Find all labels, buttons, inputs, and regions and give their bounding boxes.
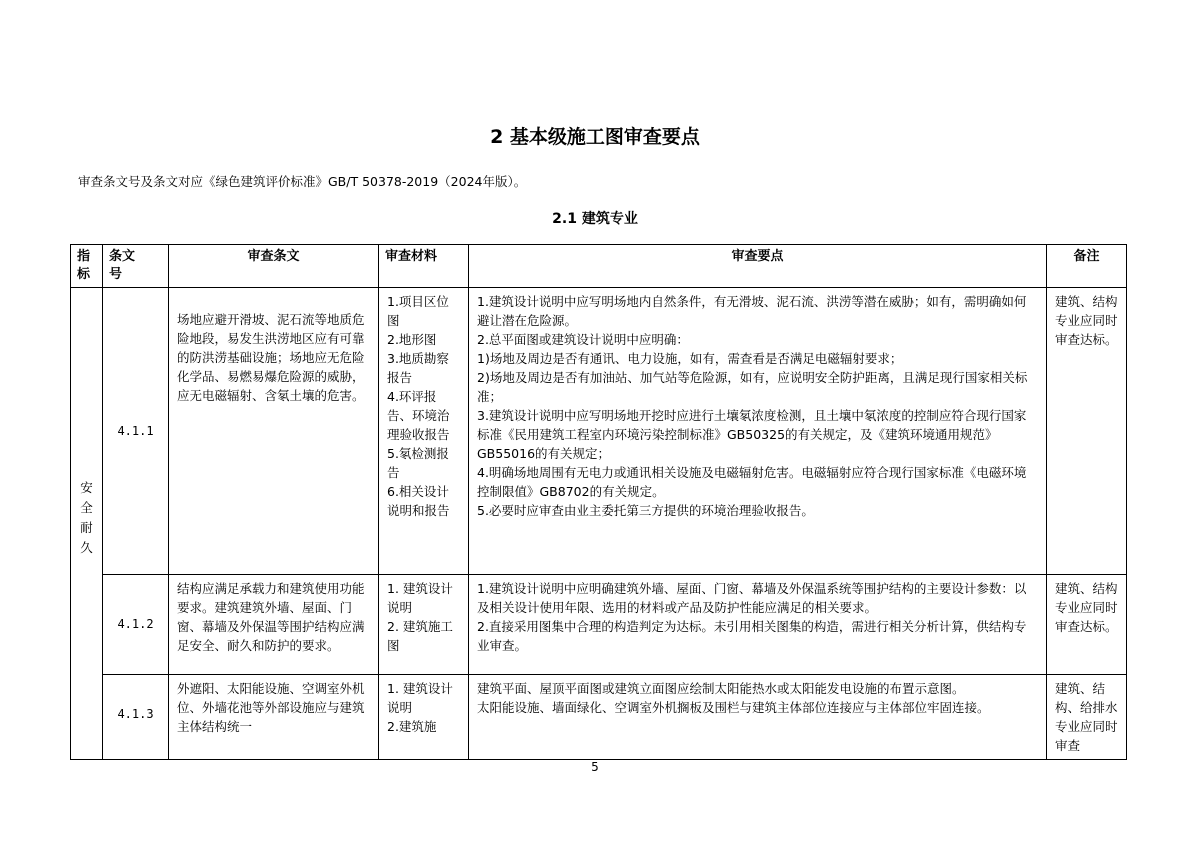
header-remarks: 备注 — [1047, 245, 1127, 288]
clause-number: 4.1.3 — [103, 675, 169, 760]
header-indicator-line: 指 — [77, 249, 91, 264]
clause-number: 4.1.1 — [103, 288, 169, 575]
material-item: 3.地质勘察报告 — [387, 351, 449, 385]
header-indicator — [71, 245, 103, 288]
materials-cell — [379, 575, 469, 675]
material-item: 4.环评报告、环境治理验收报告 — [387, 389, 450, 442]
category-char: 久 — [80, 540, 93, 555]
point-item: 1.建筑设计说明中应写明场地内自然条件，有无滑坡、泥石流、洪涝等潜在威胁；如有，需明确如何避让潜在危险源。 — [477, 294, 1027, 328]
points-cell — [469, 575, 1047, 675]
clause-text: 外遮阳、太阳能设施、空调室外机位、外墙花池等外部设施应与建筑主体结构统一 — [169, 675, 379, 760]
point-item: 2)场地及周边是否有加油站、加气站等危险源，如有，应说明安全防护距离，且满足现行国家相关标准； — [477, 370, 1028, 404]
remarks-cell: 建筑、结构、给排水专业应同时审查 — [1047, 675, 1127, 760]
table-row — [71, 288, 1127, 575]
section-title: 2.1 建筑专业 — [552, 211, 638, 227]
page-title: 2 基本级施工图审查要点 — [490, 126, 700, 148]
material-item: 2.地形图 — [387, 332, 437, 347]
material-item: 2.建筑施 — [387, 719, 437, 734]
point-item: 建筑平面、屋顶平面图或建筑立面图应绘制太阳能热水或太阳能发电设施的布置示意图。 — [477, 681, 965, 696]
material-item: 1.项目区位图 — [387, 294, 449, 328]
points-cell — [469, 675, 1047, 760]
point-item: 太阳能设施、墙面绿化、空调室外机搁板及围栏与建筑主体部位连接应与主体部位牢固连接。 — [477, 700, 990, 715]
material-item: 5.氡检测报告 — [387, 446, 449, 480]
category-cell — [71, 288, 103, 760]
category-char: 全 — [80, 500, 93, 515]
page-number: 5 — [591, 760, 599, 774]
intro-text: 审查条文号及条文对应《绿色建筑评价标准》GB/T 50378-2019（2024年版）。 — [78, 174, 527, 189]
table-header-row — [71, 245, 1127, 288]
point-item: 2.直接采用图集中合理的构造判定为达标。未引用相关图集的构造，需进行相关分析计算，供结构专业审查。 — [477, 619, 1027, 653]
header-indicator-line: 标 — [77, 267, 91, 282]
clause-number: 4.1.2 — [103, 575, 169, 675]
category-char: 耐 — [80, 520, 93, 535]
materials-cell — [379, 675, 469, 760]
remarks-cell: 建筑、结构专业应同时审查达标。 — [1047, 288, 1127, 575]
header-materials: 审查材料 — [379, 245, 469, 288]
material-item: 2. 建筑施工图 — [387, 619, 453, 653]
header-clause: 审查条文 — [169, 245, 379, 288]
material-item: 6.相关设计说明和报告 — [387, 484, 450, 518]
clause-text: 结构应满足承载力和建筑使用功能要求。建筑建筑外墙、屋面、门窗、幕墙及外保温等围护结构应满足安全、耐久和防护的要求。 — [169, 575, 379, 675]
remarks-cell: 建筑、结构专业应同时审查达标。 — [1047, 575, 1127, 675]
table-row — [71, 675, 1127, 760]
clause-text-content: 场地应避开滑坡、泥石流等地质危险地段，易发生洪涝地区应有可靠的防洪涝基础设施；场地应无危险化学品、易燃易爆危险源的威胁，应无电磁辐射、含氡土壤的危害。 — [177, 312, 365, 403]
point-item: 2.总平面图或建筑设计说明中应明确： — [477, 332, 689, 347]
material-item: 1. 建筑设计说明 — [387, 581, 453, 615]
point-item: 1.建筑设计说明中应明确建筑外墙、屋面、门窗、幕墙及外保温系统等围护结构的主要设计参数：以及相关设计使用年限、选用的材料或产品及防护性能应满足的相关要求。 — [477, 581, 1027, 615]
header-points: 审查要点 — [469, 245, 1047, 288]
header-clause-no — [103, 245, 169, 288]
review-table — [70, 244, 1127, 760]
material-item: 1. 建筑设计说明 — [387, 681, 453, 715]
point-item: 3.建筑设计说明中应写明场地开挖时应进行土壤氡浓度检测，且土壤中氡浓度的控制应符合现行国家标准《民用建筑工程室内环境污染控制标准》GB50325的有关规定，及《建筑环境通用规范》GB55016的有关规定； — [477, 408, 1027, 461]
materials-cell — [379, 288, 469, 575]
point-item: 1)场地及周边是否有通讯、电力设施，如有，需查看是否满足电磁辐射要求； — [477, 351, 903, 366]
clause-text — [169, 288, 379, 575]
table-row — [71, 575, 1127, 675]
category-char: 安 — [80, 480, 93, 495]
header-clause-no-line: 条文 — [109, 249, 136, 264]
point-item: 4.明确场地周围有无电力或通讯相关设施及电磁辐射危害。电磁辐射应符合现行国家标准《电磁环境控制限值》GB8702的有关规定。 — [477, 465, 1027, 499]
points-cell — [469, 288, 1047, 575]
header-clause-no-line: 号 — [109, 267, 123, 282]
point-item: 5.必要时应审查由业主委托第三方提供的环境治理验收报告。 — [477, 503, 814, 518]
